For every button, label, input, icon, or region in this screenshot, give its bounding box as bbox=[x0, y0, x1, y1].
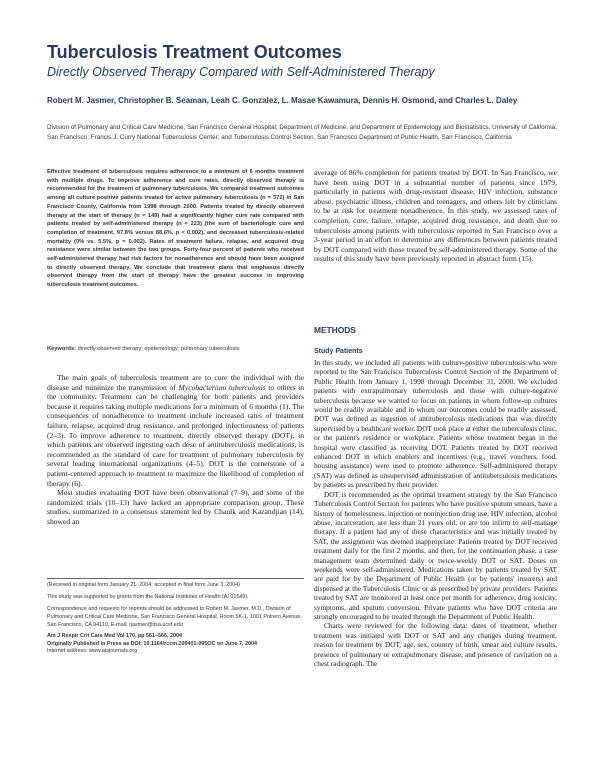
internet-address: Internet address: www.atsjournals.org bbox=[47, 648, 138, 655]
methods-paragraph-2: DOT is recommended as the optimal treatment strategy by the San Francisco Tuberculosis Control Section for patients who have positive sputum smears, have a history of homelessness, injection or noninjection drug use, HIV infection, alcohol abuse, incarceration, are less than 21 years old, or are too infirm to self-manage therapy. If a patient had any of these characteristics and was initially treated by SAT, the assignment was deemed inappropriate. Patients treated by DOT received treatment daily for the first 2 months, and then, for the continuation phase, a case management team determined daily or twice-weekly DOT or SAT. Doses on weekends were self-administered. Medications taken by patients treated by SAT are paid for by the Department of Public Health (or by patients' insurers) and dispensed at the Tuberculosis Clinic or as prescribed by private providers. Patients treated by SAT are monitored at least once per month for adherence, drug toxicity, symptoms, and sputum conversion. Private patients who have DOT criteria are strongly encouraged to be treated through the Department of Public Health. bbox=[314, 489, 557, 621]
correspondence-note: Correspondence and requests for reprints should be addressed to Robert M. Jasmer, M.D., Division of Pulmonary and Critical Care Medicine, San Francisco General Hospital, Room 5K-1, 1001 Potrero Avenue, San Francisco, CA 94110. E-mail: rjasmer@itsa.ucsf.edu bbox=[47, 606, 302, 628]
methods-paragraph-3: Charts were reviewed for the following data: dates of treatment, whether treatment was initiated with DOT or SAT and any changes during treatment, reason for treatment by DOT, age, sex, country of birth, smear and culture results, presence of pulmonary or extrapulmonary disease, and presence of cavitation on a chest radiograph. The bbox=[314, 621, 557, 668]
affiliations: Division of Pulmonary and Critical Care Medicine, San Francisco General Hospital; Department of Medicine, and Department of Epidemiology and Biostatistics, University of California, San Francisco; Francis J. Curry National Tuberculosis Center; and Tuberculosis Control Section, San Francisco Department of Public Health, San Francisco, California bbox=[47, 124, 557, 141]
intro-paragraph-1 bbox=[47, 373, 304, 488]
methods-heading: METHODS bbox=[314, 325, 356, 335]
doi-line: Originally Published in Press as DOI: 10.1164/rccm.200401-095OC on June 7, 2004 bbox=[47, 640, 258, 647]
article-subtitle: Directly Observed Therapy Compared with Self-Administered Therapy bbox=[47, 65, 435, 79]
footnotes bbox=[47, 581, 304, 656]
abstract: Effective treatment of tuberculosis requires adherence to a minimum of 6 months treatment with multiple drugs. To improve adherence and cure rates, directly observed therapy is recommended for the treatment of pulmonary tuberculosis. We compared treatment outcomes among all culture-positive patients treated for active pulmonary tuberculosis (n = 372) in San Francisco County, California from 1998 through 2000. Patients treated by directly observed therapy at the start of therapy (n = 149) had a significantly higher cure rate compared with patients treated by self-administered therapy (n = 223) (the sum of bacteriologic cure and completion of treatment, 97.8% versus 88.6%, p < 0.002), and decreased tuberculosis-related mortality (0% vs. 5.5%, p = 0.002). Rates of treatment failure, relapse, and acquired drug resistance were similar between the two groups. Forty-four percent of patients who received self-administered therapy had risk factors for nonadherence and should have been assigned to directly observed therapy. We conclude that treatment plans that emphasize directly observed therapy from the start of therapy have the greatest success in improving tuberculosis treatment outcomes. bbox=[47, 169, 304, 289]
methods-body bbox=[314, 358, 557, 668]
species-name: Mycobacterium tuberculosis bbox=[178, 382, 266, 392]
intro-paragraph-2: Most studies evaluating DOT have been observational (7–9), and some of the randomized trials (10–13) have lacked an appropriate comparison group. These studies, summarized in a consensus statement led by Chaulk and Kazandjian (14), showed an bbox=[47, 488, 304, 526]
footnote-divider bbox=[47, 578, 304, 579]
right-column-intro bbox=[314, 168, 557, 264]
article-title: Tuberculosis Treatment Outcomes bbox=[47, 42, 342, 62]
journal-info bbox=[47, 633, 304, 656]
received-note: (Received in original form January 21, 2004; accepted in final form June 3, 2004) bbox=[47, 582, 240, 588]
intro-continuation: average of 86% completion for patients treated by DOT. In San Francisco, we have been using DOT in a substantial number of patients since 1979, particularly in patients with drug-resistant disease, HIV infection, substance abuse, psychiatric illness, children and teenagers, and others felt by clinicians to be at risk for treatment nonadherence. In this study, we assessed rates of completion, cure, failure, relapse, acquired drug resistance, and death due to tuberculosis among patients with tuberculosis reported in San Francisco over a 3-year period in an effort to determine any differences between patients treated by DOT compared with those treated by self-administered therapy. Some of the results of this study have been previously reported in abstract form (15). bbox=[314, 168, 557, 264]
keywords-label: Keywords: bbox=[47, 346, 77, 352]
methods-paragraph-1: In this study, we included all patients with culture-positive tuberculosis who were reported to the San Francisco Tuberculosis Control Section of the Department of Public Health from January 1, 1998 through December 31, 2000. We excluded patients with extrapulmonary tuberculosis and those with culture-negative tuberculosis because we wanted to focus on patients in whom follow-up cultures would be readily available and in whom our outcomes could be readily assessed. DOT was defined as ingestion of antituberculosis medications that was directly supervised by a healthcare worker. DOT took place at either the tuberculosis clinic, or the patient's residence or workplace. Patients whose treatment began in the hospital were classified as receiving DOT. Patients treated by DOT received enhanced DOT in which enablers and incentives (e.g., travel vouchers, food, housing assistance) were used to promote adherence. Self-administered therapy (SAT) was defined as unsupervised administration of antituberculosis medications by patients as prescribed by their provider. bbox=[314, 358, 558, 490]
study-patients-heading: Study Patients bbox=[314, 348, 363, 355]
keywords-text: directly observed therapy; epidemiology; pulmonary tuberculosis bbox=[77, 346, 240, 352]
support-note: This study was supported by grants from the National Institutes of Health (AI 01549). bbox=[47, 594, 249, 600]
intro-p1-part-b: to others in the community. Treatment can be challenging for both patients and providers because it requires taking multiple medications for a minimum of 6 months (1). The consequences of nonadherence to treatment include increased rates of treatment failure, relapse, acquired drug resistance, and prolonged infectiousness of patients (2–3). To improve adherence to treatment, directly observed therapy (DOT), in which patients are observed ingesting each dose of antituberculosis medications, is recommended as the standard of care for treatment of pulmonary tuberculosis by several leading international organizations (4–5). DOT is the cornerstone of a patient-centered approach to treatment to maximize the likelihood of completion of therapy (6). bbox=[47, 382, 304, 488]
intro-p1-part-a: The main goals of tuberculosis treatment are to cure the individual with the disease and minimize the transmission of bbox=[47, 373, 304, 392]
keywords bbox=[47, 345, 304, 354]
journal-citation: Am J Respir Crit Care Med Vol 170. pp 561–566, 2004 bbox=[47, 633, 183, 639]
left-column-body bbox=[47, 373, 304, 527]
author-list: Robert M. Jasmer, Christopher B. Seaman, Leah C. Gonzalez, L. Masae Kawamura, Dennis H. Osmond, and Charles L. Daley bbox=[47, 96, 518, 105]
